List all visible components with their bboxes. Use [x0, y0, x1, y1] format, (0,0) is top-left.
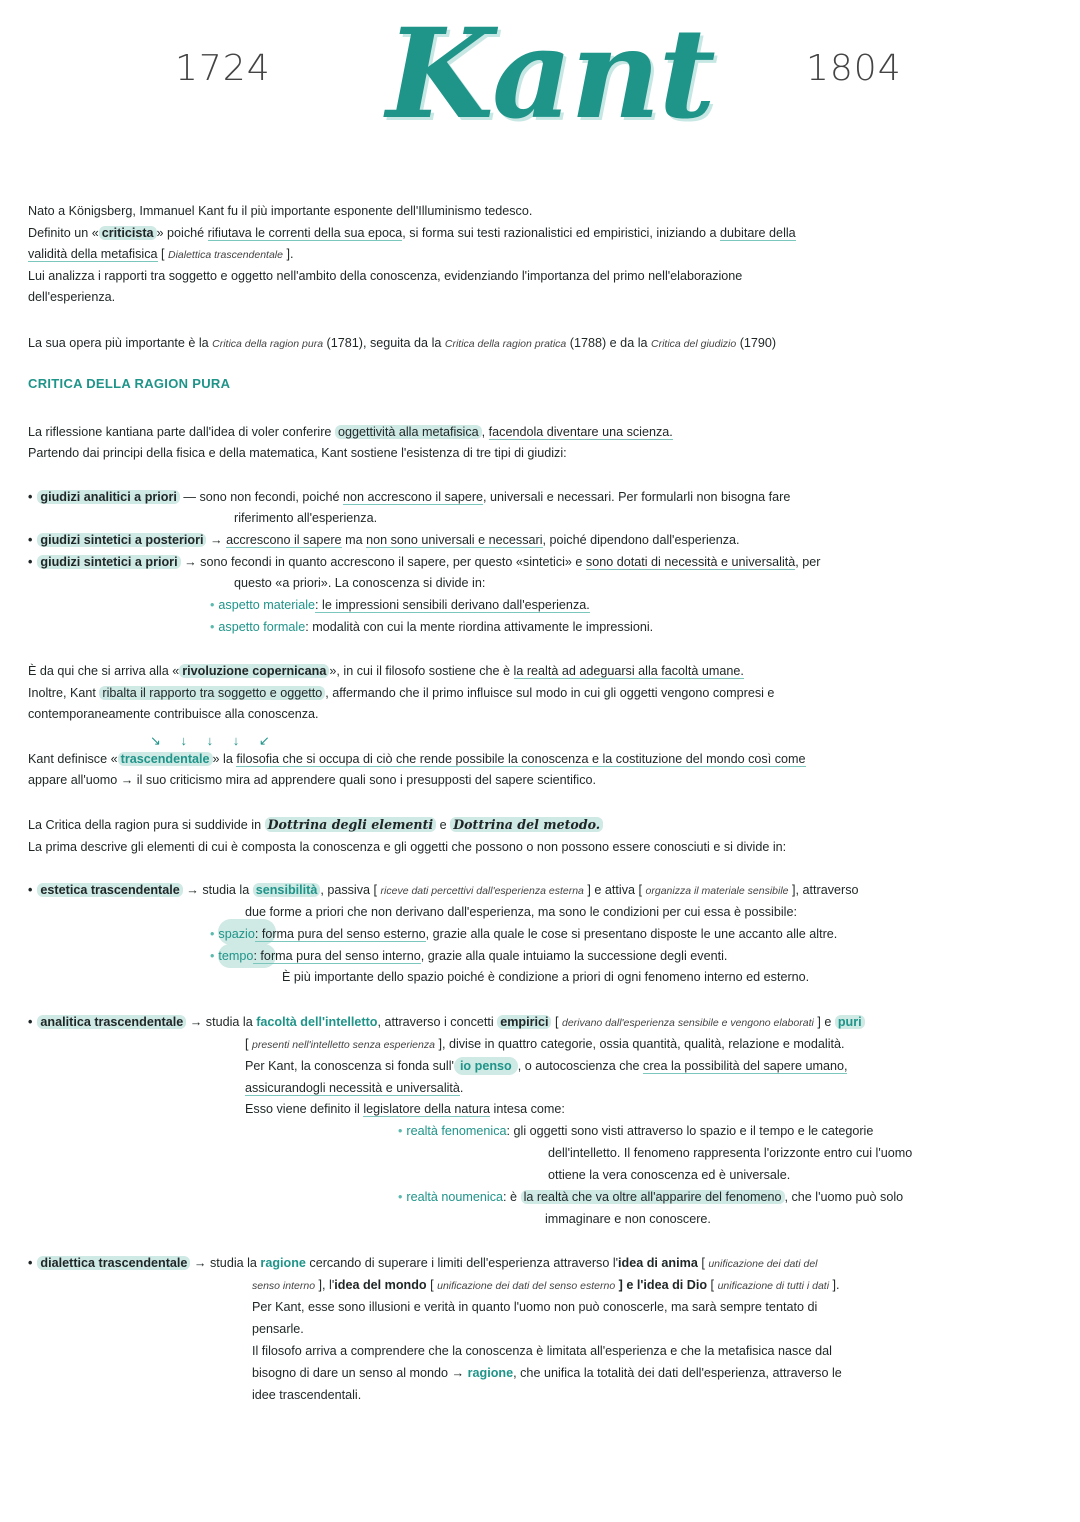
intro-line-1: Nato a Königsberg, Immanuel Kant fu il più importante esponente dell'Illuminismo tedesco. [28, 204, 533, 218]
estetica-line-1: • estetica trascendentale → studia la sensibilità , passiva [ riceve dati percettivi dall'esperienza esterna ] e attiva [ organizza il materiale sensibile ], attraverso [28, 883, 859, 897]
giudizio-3-cont: questo «a priori». La conoscenza si divide in: [234, 576, 486, 590]
section-title: CRITICA DELLA RAGION PURA [28, 376, 231, 391]
dialettica-line-5: Il filosofo arriva a comprendere che la conoscenza è limitata all'esperienza e che la metafisica nasce dal [252, 1344, 832, 1358]
rivoluzione-line-2: Inoltre, Kant ribalta il rapporto tra soggetto e oggetto , affermando che il primo influisce sul modo in cui gli oggetti vengono compresi e [28, 686, 775, 700]
analitica-line-4: assicurandogli necessità e universalità. [245, 1081, 464, 1095]
realta-noumenica: • realtà noumenica: è la realtà che va oltre all'apparire del fenomeno , che l'uomo può solo [398, 1190, 904, 1204]
analitica-line-3: Per Kant, la conoscenza si fonda sull' io penso , o autocoscienza che crea la possibilità del sapere umano, [245, 1059, 848, 1073]
arrows-decoration: ↘ ↓ ↓ ↓ ↙ [150, 733, 278, 748]
giudizio-1-cont: riferimento all'esperienza. [234, 511, 378, 525]
giudizio-3: • giudizi sintetici a priori → sono fecondi in quanto accrescono il sapere, per questo «sintetici» e sono dotati di necessità e universalità, per [28, 555, 821, 569]
analitica-line-2: [ presenti nell'intelletto senza esperienza ], divise in quattro categorie, ossia quantità, qualità, relazione e modalità. [245, 1037, 845, 1051]
dialettica-line-2: senso interno ], l'idea del mondo [ unificazione dei dati del senso esterno ] e l'idea di Dio [ unificazione di tutti i dati ]. [252, 1278, 840, 1292]
page-title-text: Kant [386, 2, 714, 147]
dialettica-line-1: • dialettica trascendentale → studia la ragione cercando di superare i limiti dell'esperienza attraverso l'idea di anima [ unificazione dei dati del [28, 1256, 818, 1270]
intro-line-3: validità della metafisica [ Dialettica trascendentale ]. [28, 247, 294, 261]
dialettica-line-7: idee trascendentali. [252, 1388, 362, 1402]
realta-fenomenica-cont-2: ottiene la vera conoscenza ed è universale. [548, 1168, 791, 1182]
rivoluzione-line-1: È da qui che si arriva alla « rivoluzione copernicana », in cui il filosofo sostiene che è la realtà ad adeguarsi alla facoltà umane. [28, 664, 744, 678]
analitica-line-5: Esso viene definito il legislatore della natura intesa come: [245, 1102, 565, 1116]
crit-line-2: Partendo dai principi della fisica e della matematica, Kant sostiene l'esistenza di tre tipi di giudizi: [28, 446, 567, 460]
realta-fenomenica-cont-1: dell'intelletto. Il fenomeno rappresenta l'orizzonte entro cui l'uomo [548, 1146, 913, 1160]
spazio-line: • spazio: forma pura del senso esterno, grazie alla quale le cose si presentano disposte le une accanto alle altre. [210, 927, 838, 941]
suddivide-line-1: La Critica della ragion pura si suddivide in Dottrina degli elementi e Dottrina del metodo. [28, 816, 603, 834]
trascendentale-line-2: appare all'uomo → il suo criticismo mira ad apprendere quali sono i presupposti del sapere scientifico. [28, 773, 597, 787]
giudizio-1: • giudizi analitici a priori — sono non fecondi, poiché non accrescono il sapere, universali e necessari. Per formularli non bisogna fare [28, 490, 791, 504]
tempo-line-cont: È più importante dello spazio poiché è condizione a priori di ogni fenomeno interno ed esterno. [282, 970, 810, 984]
analitica-line-1: • analitica trascendentale → studia la facoltà dell'intelletto, attraverso i concetti empirici [ derivano dall'esperienza sensibile e vengono elaborati ] e puri [28, 1013, 865, 1032]
realta-noumenica-cont: immaginare e non conoscere. [545, 1212, 711, 1226]
trascendentale-line-1: Kant definisce « trascendentale » la filosofia che si occupa di ciò che rende possibile la conoscenza e la costituzione del mondo così come [28, 752, 806, 766]
tempo-line: • tempo: forma pura del senso interno, grazie alla quale intuiamo la successione degli eventi. [210, 949, 728, 963]
dialettica-line-4: pensarle. [252, 1322, 304, 1336]
intro-line-6: La sua opera più importante è la Critica della ragion pura (1781), seguita da la Critica della ragion pratica (1788) e da la Critica del giudizio (1790) [28, 336, 777, 350]
crit-line-1: La riflessione kantiana parte dall'idea di voler conferire oggettività alla metafisica , facendola diventare una scienza. [28, 425, 673, 439]
aspetto-formale: • aspetto formale: modalità con cui la mente riordina attivamente le impressioni. [210, 620, 654, 634]
realta-fenomenica: • realtà fenomenica: gli oggetti sono visti attraverso lo spazio e il tempo e le categorie [398, 1124, 874, 1138]
page-title [370, 4, 730, 154]
dialettica-line-3: Per Kant, esse sono illusioni e verità in quanto l'uomo non può conoscerle, ma sarà sempre tentato di [252, 1300, 818, 1314]
giudizio-2: • giudizi sintetici a posteriori → accrescono il sapere ma non sono universali e necessari, poiché dipendono dall'esperienza. [28, 533, 740, 547]
birth-year: 1724 [175, 48, 271, 89]
intro-line-5: dell'esperienza. [28, 290, 116, 304]
aspetto-materiale: • aspetto materiale: le impressioni sensibili derivano dall'esperienza. [210, 598, 590, 612]
estetica-line-2: due forme a priori che non derivano dall'esperienza, ma sono le condizioni per cui essa è possibile: [245, 905, 797, 919]
death-year: 1804 [806, 48, 902, 89]
dialettica-line-6: bisogno di dare un senso al mondo → ragione, che unifica la totalità dei dati dell'esperienza, attraverso le [252, 1366, 842, 1380]
intro-line-2: Definito un « criticista » poiché rifiutava le correnti della sua epoca, si forma sui testi razionalistici ed empiristici, iniziando a dubitare della [28, 226, 796, 240]
suddivide-line-2: La prima descrive gli elementi di cui è composta la conoscenza e gli oggetti che possono o non possono essere conosciuti e si divide in: [28, 840, 787, 854]
intro-line-4: Lui analizza i rapporti tra soggetto e oggetto nell'ambito della conoscenza, evidenziando l'importanza del primo nell'elaborazione [28, 269, 743, 283]
rivoluzione-line-3: contemporaneamente contribuisce alla conoscenza. [28, 707, 319, 721]
